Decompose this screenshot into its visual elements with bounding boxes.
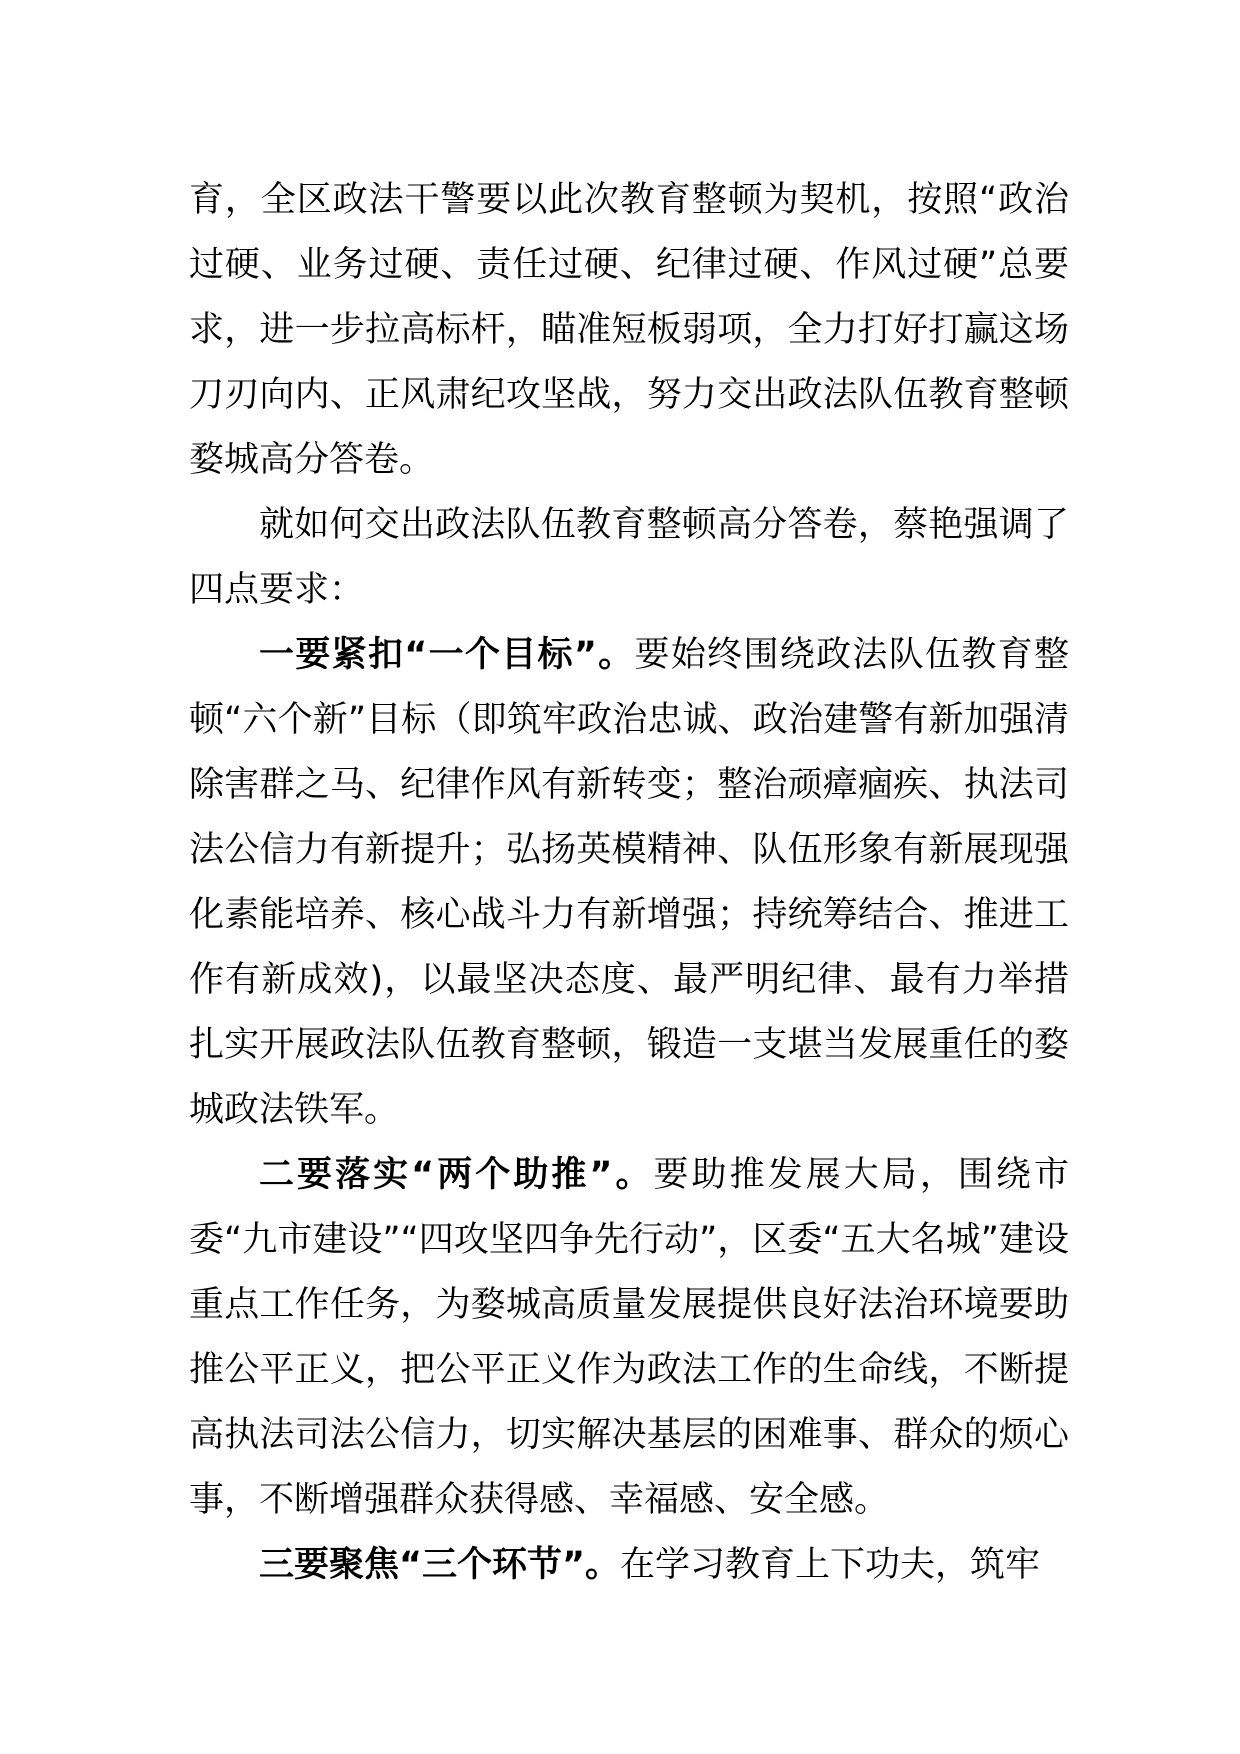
paragraph-text: 要助推发展大局，围绕市委“九市建设”“四攻坚四争先行动”，区委“五大名城”建设重点工作任务，为婺城高质量发展提供良好法治环境要助推公平正义，把公平正义作为政法工作的生命线，不断提高执法司法公信力，切实解决基层的困难事、群众的烦心事，不断增强群众获得感、幸福感、安全感。 [189,1155,1069,1520]
paragraph-lead-heading: 一要紧扣“一个目标”。 [259,635,635,675]
paragraph-text: 育，全区政法干警要以此次教育整顿为契机，按照“政治过硬、业务过硬、责任过硬、纪律过硬、作风过硬”总要求，进一步拉高标杆，瞄准短板弱项，全力打好打赢这场刀刃向内、正风肃纪攻坚战，努力交出政法队伍教育整顿婺城高分答卷。 [189,180,1069,480]
paragraph-requirement-three [189,1533,1069,1598]
paragraph-requirement-two [189,1143,1069,1533]
paragraph-requirement-one [189,623,1069,1143]
document-body [189,168,1069,1598]
paragraph-text: 就如何交出政法队伍教育整顿高分答卷，蔡艳强调了四点要求： [189,505,1069,610]
paragraph-text: 在学习教育上下功夫，筑牢 [620,1545,1041,1585]
paragraph-text: 要始终围绕政法队伍教育整顿“六个新”目标（即筑牢政治忠诚、政治建警有新加强清除害群之马、纪律作风有新转变；整治顽瘴痼疾、执法司法公信力有新提升；弘扬英模精神、队伍形象有新展现强化素能培养、核心战斗力有新增强；持统筹结合、推进工作有新成效)，以最坚决态度、最严明纪律、最有力举措扎实开展政法队伍教育整顿，锻造一支堪当发展重任的婺城政法铁军。 [189,635,1069,1130]
paragraph-lead-heading: 三要聚焦“三个环节”。 [259,1545,621,1585]
paragraph-continuation [189,168,1069,493]
paragraph-intro [189,493,1069,623]
paragraph-lead-heading: 二要落实“两个助推”。 [259,1155,654,1195]
